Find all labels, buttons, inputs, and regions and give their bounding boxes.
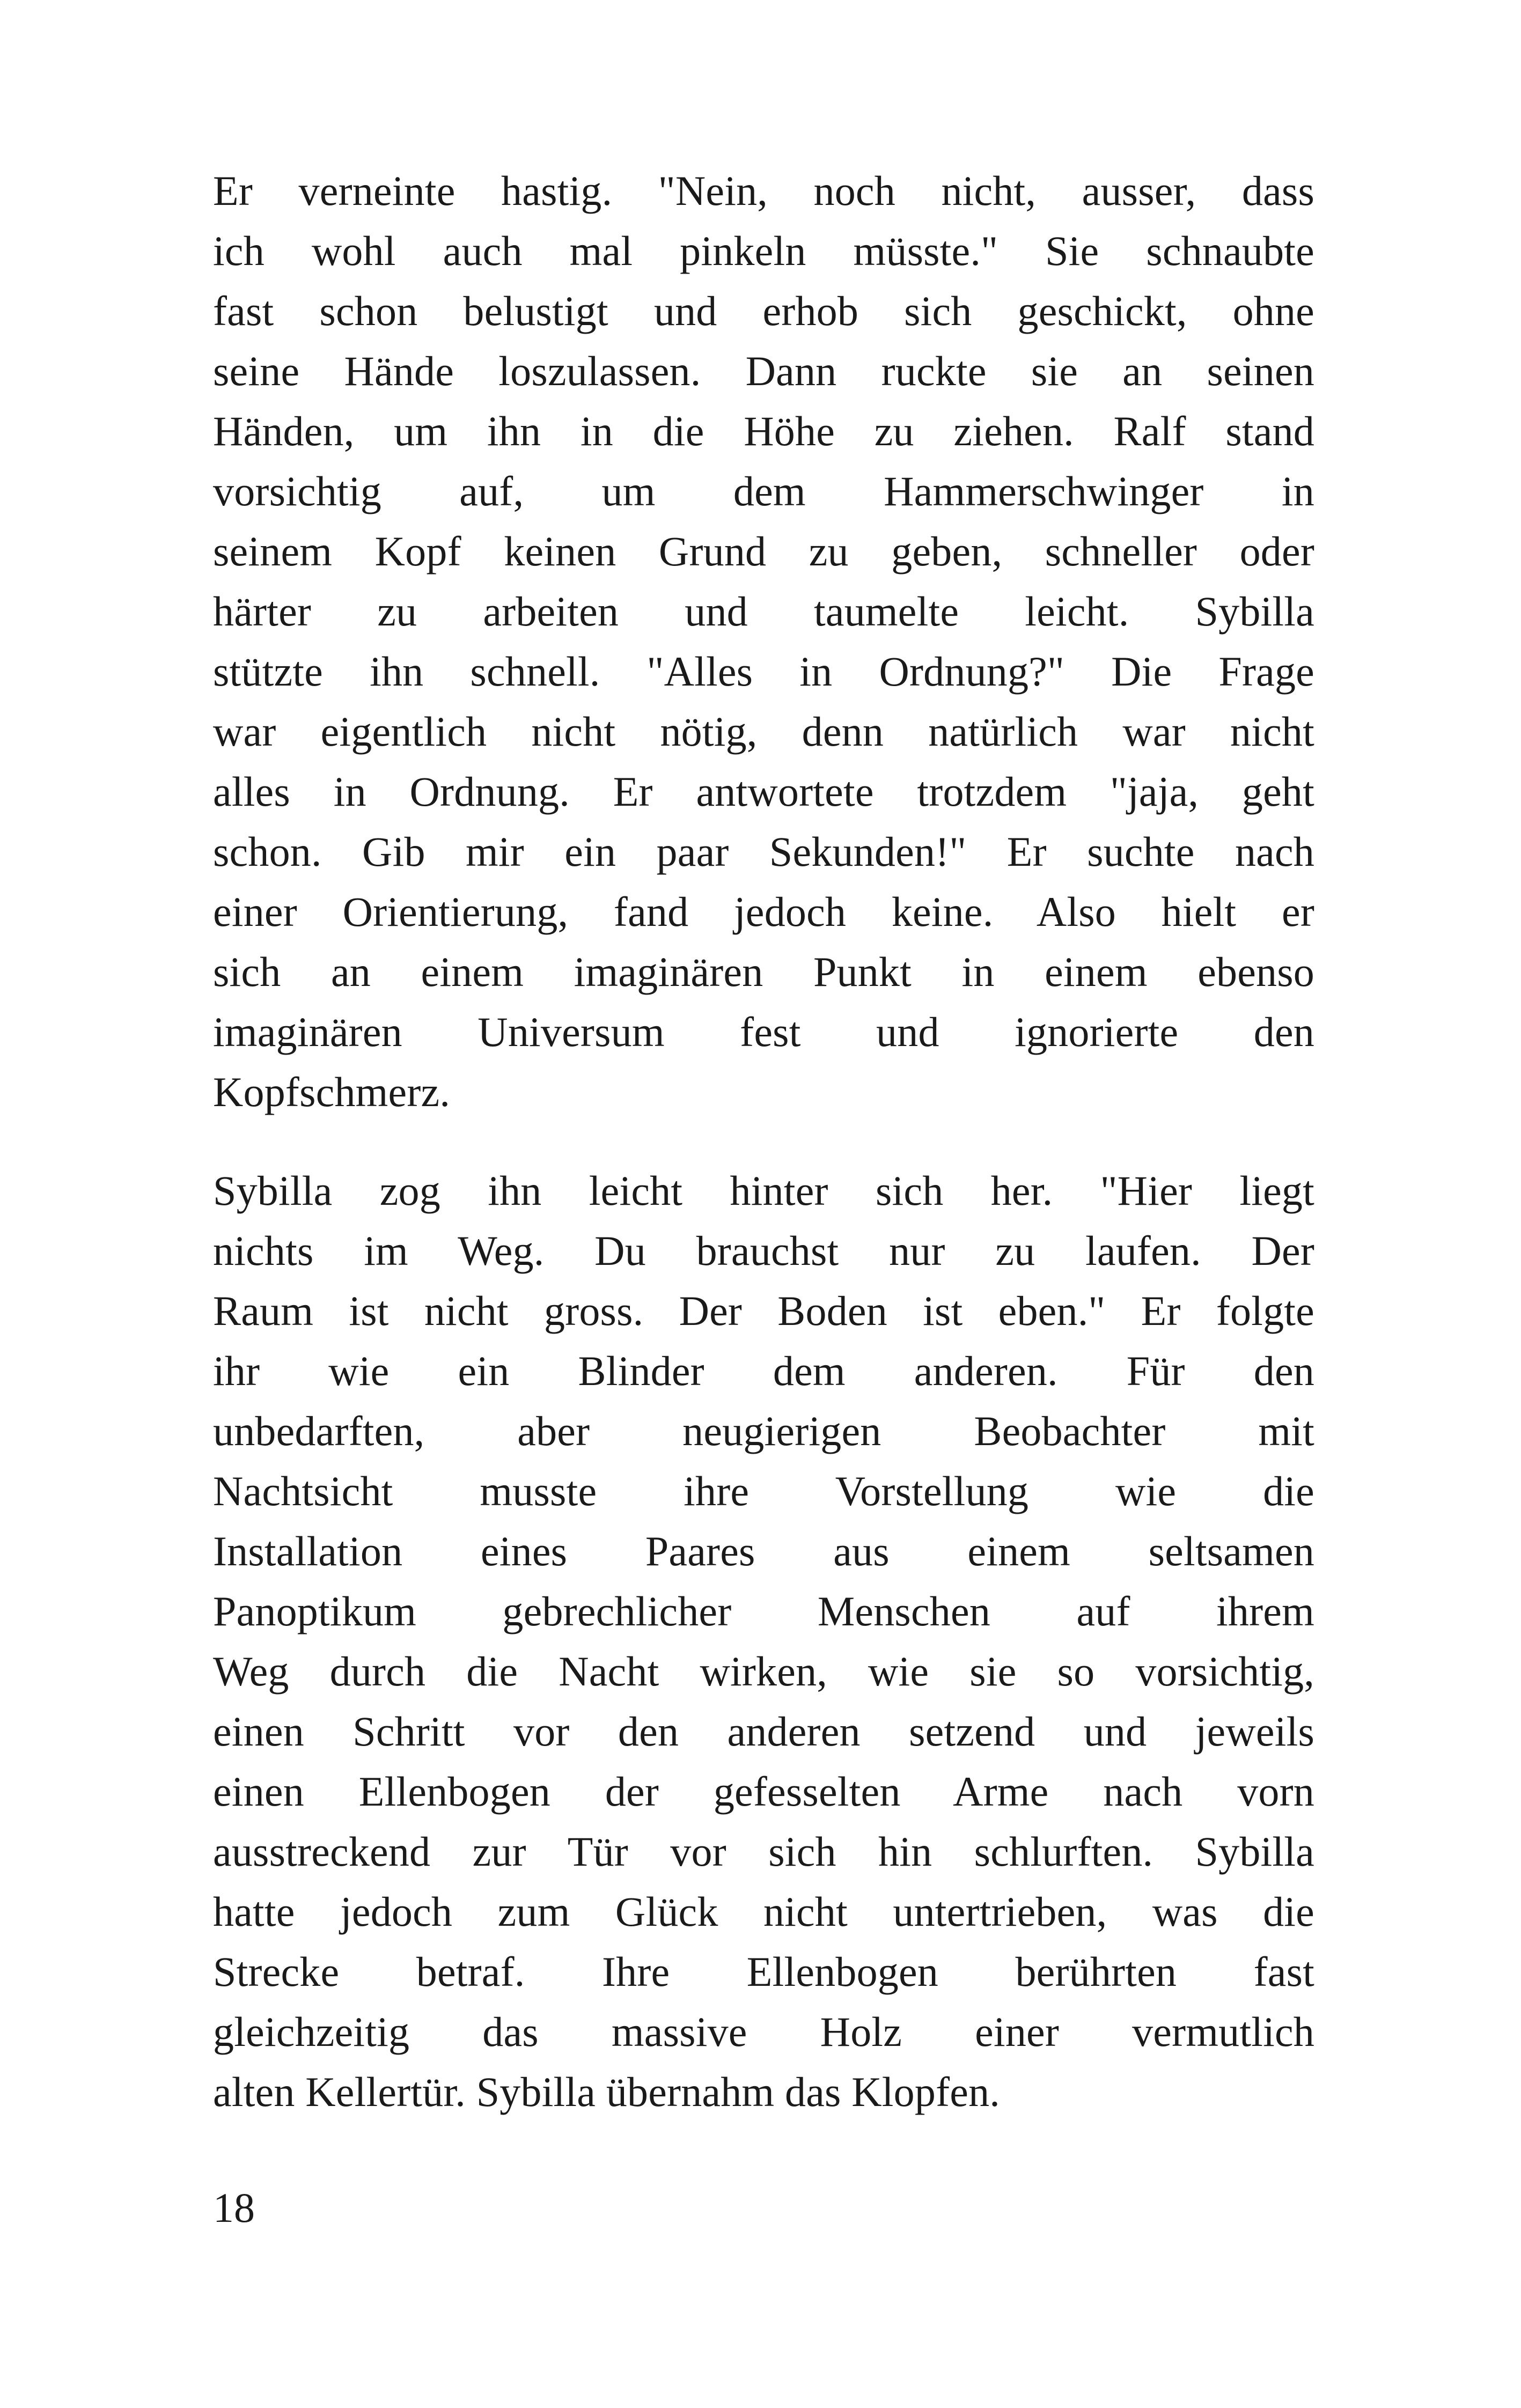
text-line: einen Schritt vor den anderen setzend und jeweils	[213, 1708, 1314, 1755]
text-line: Installation eines Paares aus einem seltsamen	[213, 1528, 1314, 1574]
text-line: alles in Ordnung. Er antwortete trotzdem "jaja, geht	[213, 768, 1314, 815]
text-line: seine Hände loszulassen. Dann ruckte sie an seinen	[213, 348, 1314, 394]
page-number: 18	[213, 2184, 255, 2231]
text-line: nichts im Weg. Du brauchst nur zu laufen. Der	[213, 1227, 1314, 1274]
text-line: seinem Kopf keinen Grund zu geben, schneller oder	[213, 528, 1314, 575]
paragraph	[213, 1161, 1314, 2122]
text-line: einer Orientierung, fand jedoch keine. Also hielt er	[213, 888, 1314, 935]
text-line: ihr wie ein Blinder dem anderen. Für den	[213, 1347, 1314, 1394]
text-line: stützte ihn schnell. "Alles in Ordnung?" Die Frage	[213, 648, 1314, 695]
text-line: Sybilla zog ihn leicht hinter sich her. "Hier liegt	[213, 1167, 1314, 1214]
text-line: hatte jedoch zum Glück nicht untertrieben, was die	[213, 1888, 1314, 1935]
text-line: fast schon belustigt und erhob sich geschickt, ohne	[213, 288, 1314, 334]
text-line: Nachtsicht musste ihre Vorstellung wie die	[213, 1468, 1314, 1514]
text-line: einen Ellenbogen der gefesselten Arme nach vorn	[213, 1768, 1314, 1815]
text-line: Strecke betraf. Ihre Ellenbogen berührten fast	[213, 1948, 1314, 1995]
text-line: ausstreckend zur Tür vor sich hin schlurften. Sybilla	[213, 1828, 1314, 1875]
body-text	[213, 161, 1314, 2122]
text-line: Panoptikum gebrechlicher Menschen auf ihrem	[213, 1588, 1314, 1634]
text-line: alten Kellertür. Sybilla übernahm das Klopfen.	[213, 2068, 1000, 2115]
text-line: gleichzeitig das massive Holz einer vermutlich	[213, 2008, 1314, 2055]
text-line: ich wohl auch mal pinkeln müsste." Sie schnaubte	[213, 227, 1314, 274]
text-line: Er verneinte hastig. "Nein, noch nicht, ausser, dass	[213, 167, 1314, 214]
text-line: imaginären Universum fest und ignorierte den	[213, 1008, 1314, 1055]
text-line: Kopfschmerz.	[213, 1069, 451, 1115]
text-line: Händen, um ihn in die Höhe zu ziehen. Ralf stand	[213, 408, 1314, 454]
text-line: vorsichtig auf, um dem Hammerschwinger in	[213, 468, 1314, 514]
text-line: Raum ist nicht gross. Der Boden ist eben." Er folgte	[213, 1287, 1314, 1334]
text-line: sich an einem imaginären Punkt in einem ebenso	[213, 948, 1314, 995]
text-line: war eigentlich nicht nötig, denn natürlich war nicht	[213, 708, 1314, 755]
text-line: schon. Gib mir ein paar Sekunden!" Er suchte nach	[213, 828, 1314, 875]
text-line: Weg durch die Nacht wirken, wie sie so vorsichtig,	[213, 1648, 1314, 1695]
text-line: unbedarften, aber neugierigen Beobachter mit	[213, 1408, 1314, 1454]
text-line: härter zu arbeiten und taumelte leicht. Sybilla	[213, 588, 1314, 635]
paragraph	[213, 161, 1314, 1122]
